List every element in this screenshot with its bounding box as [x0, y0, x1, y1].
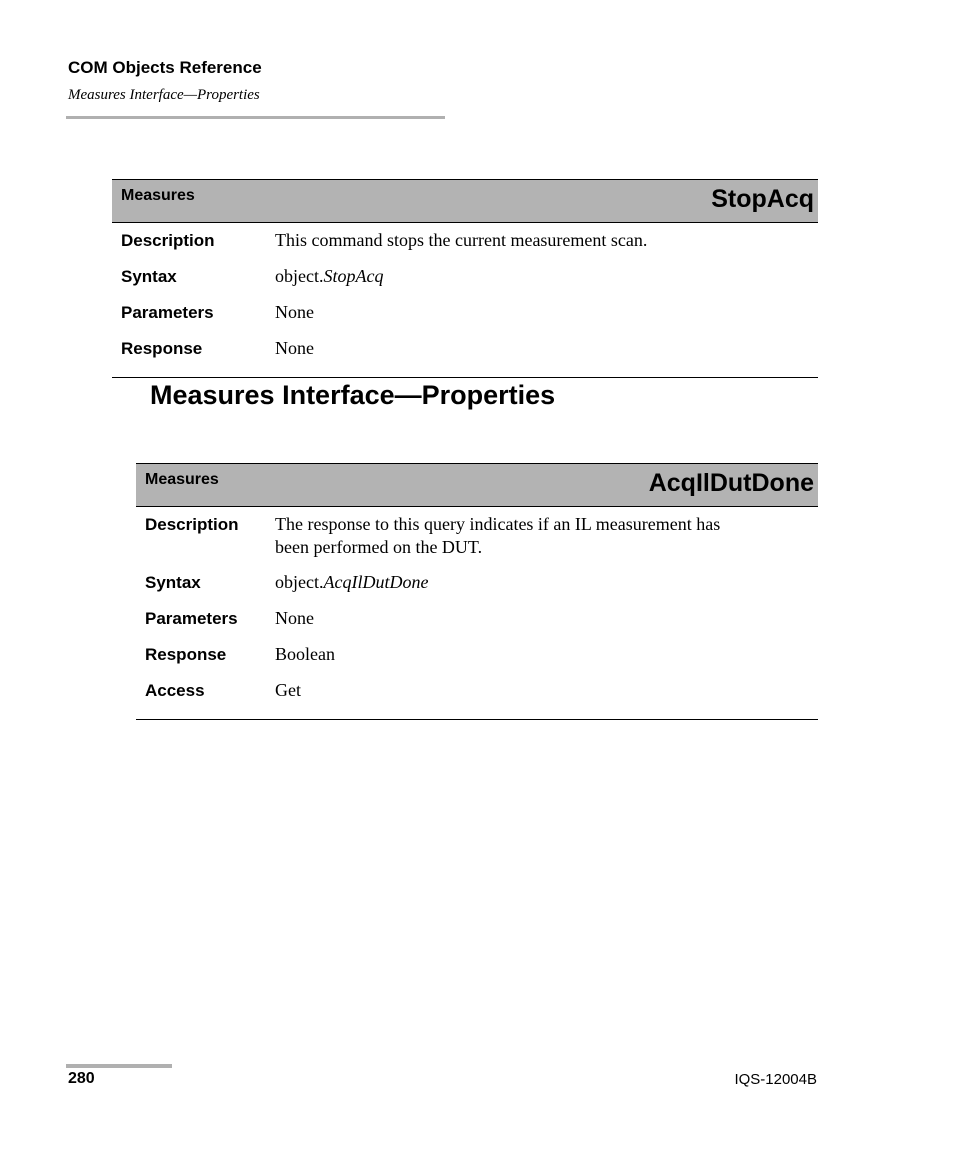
row-syntax	[136, 571, 818, 607]
reference-category: Measures	[121, 187, 195, 204]
row-access	[136, 679, 818, 715]
row-value	[275, 571, 438, 594]
syntax-prefix: object.	[275, 572, 324, 592]
row-value: None	[275, 608, 314, 628]
row-value: None	[275, 338, 314, 358]
row-value: Boolean	[275, 644, 335, 664]
row-description	[136, 513, 818, 571]
row-label: Response	[145, 645, 227, 664]
row-value	[275, 265, 393, 288]
row-label: Access	[145, 681, 205, 700]
row-response	[136, 643, 818, 679]
section-heading: Measures Interface—Properties	[150, 380, 556, 410]
row-label: Parameters	[145, 609, 238, 628]
row-value: None	[275, 302, 314, 322]
syntax-method: AcqIlDutDone	[323, 572, 429, 592]
syntax-prefix: object.	[275, 266, 324, 286]
row-label: Description	[121, 231, 215, 250]
header-rule	[66, 116, 445, 119]
row-value: This command stops the current measurement scan.	[275, 230, 648, 250]
row-label: Syntax	[145, 573, 201, 592]
row-value	[275, 513, 730, 559]
reference-name: StopAcq	[711, 185, 814, 213]
running-header-title: COM Objects Reference	[68, 58, 262, 77]
footer-rule	[66, 1064, 172, 1068]
page-number: 280	[68, 1070, 95, 1087]
description-line-1: The response to this query indicates if an IL measurement has	[275, 514, 721, 534]
row-syntax	[112, 265, 818, 301]
syntax-method: StopAcq	[323, 266, 384, 286]
reference-name: AcqIlDutDone	[648, 469, 814, 497]
reference-table-acqildutdone	[136, 463, 818, 720]
document-code: IQS-12004B	[734, 1071, 817, 1088]
running-header-subtitle: Measures Interface—Properties	[68, 87, 260, 103]
row-parameters	[136, 607, 818, 643]
row-label: Description	[145, 515, 239, 534]
row-label: Parameters	[121, 303, 214, 322]
row-label: Syntax	[121, 267, 177, 286]
row-description	[112, 229, 818, 265]
description-line-2: been performed on the DUT.	[275, 537, 483, 557]
row-label: Response	[121, 339, 203, 358]
row-parameters	[112, 301, 818, 337]
row-value: Get	[275, 680, 301, 700]
reference-table-header	[112, 179, 818, 223]
row-response	[112, 337, 818, 373]
reference-category: Measures	[145, 471, 219, 488]
reference-table-header	[136, 463, 818, 507]
reference-table-stopacq	[112, 179, 818, 378]
